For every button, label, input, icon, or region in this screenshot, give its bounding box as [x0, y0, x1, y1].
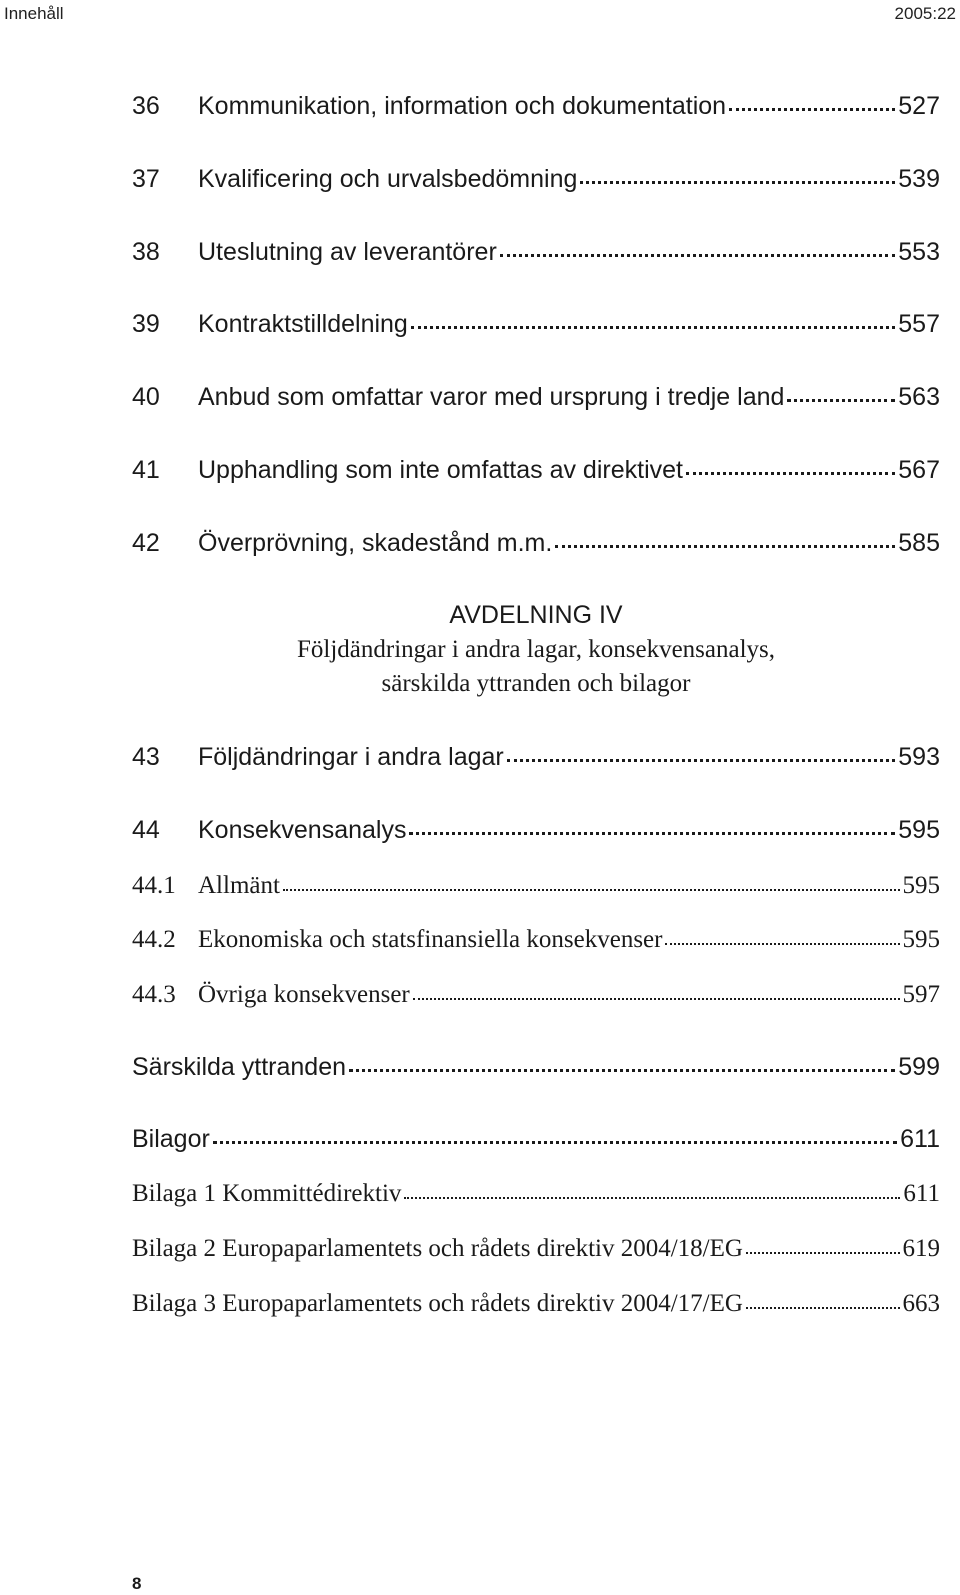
toc-page-number: 599 [898, 1053, 940, 1081]
toc-appendix-entry[interactable] [132, 1235, 940, 1263]
dot-leader [555, 545, 895, 548]
part-heading [132, 601, 940, 701]
toc-entry[interactable] [132, 92, 940, 121]
dot-leader [213, 1141, 897, 1144]
dot-leader [409, 832, 895, 835]
toc-appendix-entry[interactable] [132, 1180, 940, 1208]
toc-chapter-title: Konsekvensanalys [198, 816, 407, 844]
toc-page-number: 593 [898, 743, 940, 771]
toc-section-title: Ekonomiska och statsfinansiella konsekvenser [198, 926, 663, 953]
running-header [0, 0, 960, 30]
dot-leader [413, 998, 900, 1000]
toc-entry[interactable] [132, 383, 940, 412]
toc-page-number: 595 [902, 872, 940, 899]
toc-page-number: 567 [898, 456, 940, 484]
dot-leader [349, 1069, 895, 1072]
toc-entry[interactable] [132, 310, 940, 339]
dot-leader [500, 254, 896, 257]
toc-subentry[interactable] [132, 981, 940, 1009]
toc-entry[interactable] [132, 1125, 940, 1154]
dot-leader [507, 759, 896, 762]
header-report-number: 2005:22 [894, 4, 956, 23]
toc-appendix-entry[interactable] [132, 1290, 940, 1318]
toc-chapter-number: 39 [132, 310, 160, 338]
dot-leader [746, 1252, 900, 1254]
toc-page-number: 663 [902, 1290, 940, 1317]
toc-subentry[interactable] [132, 926, 940, 954]
toc-section-number: 44.2 [132, 926, 176, 953]
toc-chapter-title: Bilagor [132, 1125, 210, 1153]
toc-chapter-number: 38 [132, 238, 160, 266]
toc-chapter-number: 44 [132, 816, 160, 844]
toc-appendix-title: Bilaga 3 Europaparlamentets och rådets direktiv 2004/17/EG [132, 1290, 743, 1317]
toc-entry[interactable] [132, 529, 940, 558]
page-number: 8 [132, 1574, 142, 1593]
toc-chapter-title: Upphandling som inte omfattas av direktivet [198, 456, 683, 484]
toc-page-number: 611 [903, 1180, 940, 1207]
toc-page-number: 619 [902, 1235, 940, 1262]
toc-page-number: 611 [900, 1125, 940, 1153]
toc-appendix-title: Bilaga 2 Europaparlamentets och rådets direktiv 2004/18/EG [132, 1235, 743, 1262]
dot-leader [729, 108, 895, 111]
dot-leader [283, 889, 900, 891]
toc-section-title: Övriga konsekvenser [198, 981, 410, 1008]
toc-chapter-title: Överprövning, skadestånd m.m. [198, 529, 553, 557]
toc-chapter-title: Anbud som omfattar varor med ursprung i tredje land [198, 383, 785, 411]
toc-page-number: 595 [902, 926, 940, 953]
toc-chapter-number: 40 [132, 383, 160, 411]
toc-chapter-number: 36 [132, 92, 160, 120]
toc-chapter-title: Kontraktstilldelning [198, 310, 408, 338]
toc-page-number: 595 [898, 816, 940, 844]
toc-appendix-title: Bilaga 1 Kommittédirektiv [132, 1180, 402, 1207]
toc-entry[interactable] [132, 1053, 940, 1082]
toc-chapter-title: Särskilda yttranden [132, 1053, 347, 1081]
toc-entry[interactable] [132, 456, 940, 485]
toc-page-number: 527 [898, 92, 940, 120]
toc-chapter-title: Kvalificering och urvalsbedömning [198, 165, 578, 193]
toc-page-number: 563 [898, 383, 940, 411]
toc-page-number: 585 [898, 529, 940, 557]
dot-leader [787, 399, 895, 402]
dot-leader [404, 1197, 900, 1199]
toc-entry[interactable] [132, 816, 940, 845]
part-subtitle-line-2: särskilda yttranden och bilagor [381, 670, 691, 697]
toc-chapter-title: Kommunikation, information och dokumentation [198, 92, 727, 120]
dot-leader [411, 326, 895, 329]
part-subtitle-line-1: Följdändringar i andra lagar, konsekvensanalys, [296, 636, 776, 663]
dot-leader [746, 1307, 900, 1309]
toc-page-number: 553 [898, 238, 940, 266]
toc-subentry[interactable] [132, 872, 940, 900]
dot-leader [580, 181, 895, 184]
toc-chapter-number: 42 [132, 529, 160, 557]
toc-page-number: 539 [898, 165, 940, 193]
toc-chapter-number: 37 [132, 165, 160, 193]
toc-chapter-number: 41 [132, 456, 160, 484]
toc-section-number: 44.3 [132, 981, 176, 1008]
toc-chapter-title: Följdändringar i andra lagar [198, 743, 504, 771]
toc-entry[interactable] [132, 165, 940, 194]
part-label: AVDELNING IV [449, 601, 623, 629]
toc-entry[interactable] [132, 238, 940, 267]
toc-page-number: 597 [902, 981, 940, 1008]
toc-entry[interactable] [132, 743, 940, 772]
toc-chapter-number: 43 [132, 743, 160, 771]
toc-section-title: Allmänt [198, 872, 280, 899]
toc-page-number: 557 [898, 310, 940, 338]
dot-leader [686, 472, 895, 475]
toc-section-number: 44.1 [132, 872, 176, 899]
header-section-title: Innehåll [4, 4, 64, 23]
dot-leader [665, 943, 899, 945]
toc-chapter-title: Uteslutning av leverantörer [198, 238, 497, 266]
